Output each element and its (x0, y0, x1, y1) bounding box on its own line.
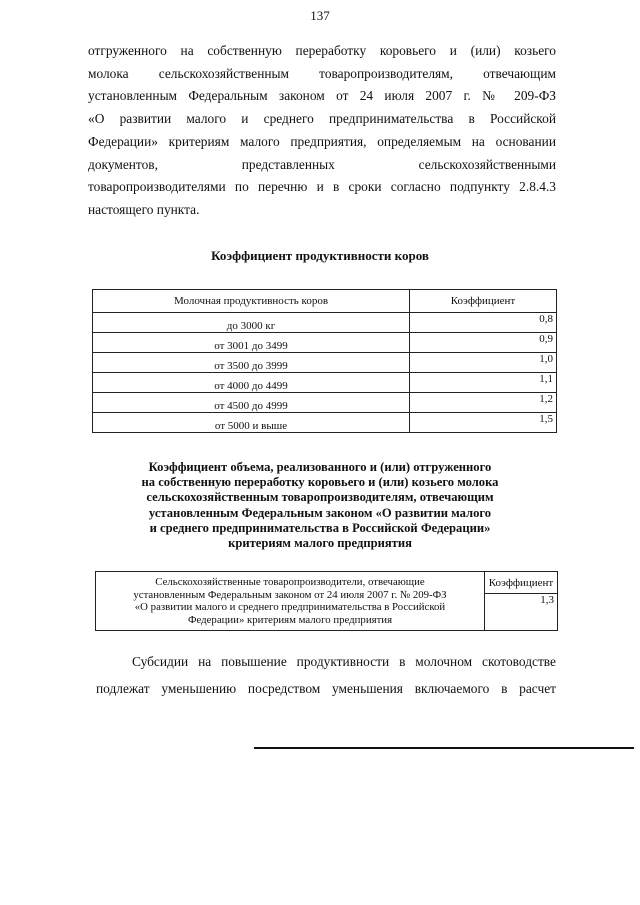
horizontal-rule (254, 747, 634, 749)
title-line: на собственную переработку коровьего и (или) козьего молока (141, 475, 499, 490)
title-line: критериям малого предприятия (228, 536, 412, 551)
coefficient-cell: 1,1 (410, 373, 557, 393)
intro-paragraph (88, 40, 556, 222)
table-row (96, 572, 558, 594)
range-cell: от 4500 до 4999 (93, 393, 410, 413)
volume-table-title (0, 460, 640, 551)
table-row (93, 393, 557, 413)
coefficient-cell: 1,0 (410, 353, 557, 373)
intro-line: установленным Федеральным законом от 24 июля 2007 г. № 209-ФЗ (88, 88, 556, 104)
table-row (93, 413, 557, 433)
desc-line: Сельскохозяйственные товаропроизводители, отвечающие (155, 576, 425, 588)
volume-coefficient-table (95, 571, 558, 631)
coefficient-cell: 0,8 (410, 313, 557, 333)
coefficient-cell: 1,5 (410, 413, 557, 433)
range-cell: от 3001 до 3499 (93, 333, 410, 353)
cow-table-title: Коэффициент продуктивности коров (211, 248, 429, 263)
producer-description-cell (96, 572, 485, 631)
table-header-row (93, 290, 557, 313)
column-header-productivity: Молочная продуктивность коров (93, 290, 410, 313)
final-line: подлежат уменьшению посредством уменьшения включаемого в расчет (96, 680, 556, 696)
coefficient-cell: 1,2 (410, 393, 557, 413)
title-line: Коэффициент объема, реализованного и (или) отгруженного (148, 460, 492, 474)
final-line: Субсидии на повышение продуктивности в молочном скотоводстве (132, 654, 556, 669)
column-header-coefficient: Коэффициент (485, 572, 558, 594)
intro-line: документов, представленных сельскохозяйственными (88, 156, 556, 172)
coefficient-cell: 1,3 (485, 594, 558, 631)
column-header-coefficient: Коэффициент (410, 290, 557, 313)
coefficient-cell: 0,9 (410, 333, 557, 353)
intro-line: настоящего пункта. (88, 201, 200, 217)
title-line: и среднего предпринимательства в Российской Федерации» (149, 520, 491, 535)
desc-line: Федерации» критериям малого предприятия (187, 613, 393, 626)
intro-line: отгруженного на собственную переработку коровьего и (или) козьего (88, 43, 556, 58)
table-row (93, 353, 557, 373)
intro-line: молока сельскохозяйственным товаропроизводителям, отвечающим (88, 65, 556, 81)
range-cell: до 3000 кг (93, 313, 410, 333)
table-row (93, 373, 557, 393)
page-number: 137 (310, 8, 330, 23)
table-row (93, 333, 557, 353)
title-line: сельскохозяйственным товаропроизводителям, отвечающим (146, 490, 494, 505)
intro-line: «О развитии малого и среднего предпринимательства в Российской (88, 111, 556, 127)
intro-line: товаропроизводителями по перечню и в сроки согласно подпункту 2.8.4.3 (88, 179, 556, 195)
desc-line: «О развитии малого и среднего предпринимательства в Российской (134, 601, 446, 613)
cow-productivity-table (92, 289, 557, 433)
table-row (93, 313, 557, 333)
range-cell: от 5000 и выше (93, 413, 410, 433)
title-line: установленным Федеральным законом «О развитии малого (148, 505, 492, 520)
intro-line: Федерации» критериям малого предприятия, определяемым на основании (88, 133, 556, 149)
desc-line: установленным Федеральным законом от 24 июля 2007 г. № 209-ФЗ (133, 588, 447, 601)
range-cell: от 4000 до 4499 (93, 373, 410, 393)
final-paragraph (96, 649, 556, 702)
range-cell: от 3500 до 3999 (93, 353, 410, 373)
